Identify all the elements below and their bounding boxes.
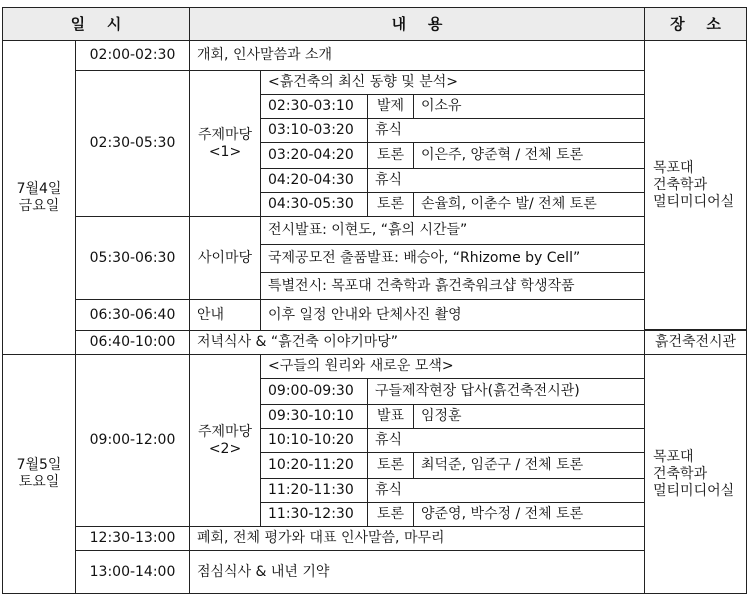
day2-place-line3: 멀티미디어실 bbox=[653, 482, 735, 499]
day1-place-line3: 멀티미디어실 bbox=[653, 193, 735, 210]
day1-row-time: 04:30-05:30 bbox=[260, 192, 368, 217]
day1-date-line1: 7월4일 bbox=[16, 180, 62, 197]
header-content: 내 용 bbox=[189, 7, 645, 41]
day1-opening-time: 02:00-02:30 bbox=[75, 40, 190, 71]
day1-row-type: 휴식 bbox=[367, 168, 645, 193]
day2-row-time: 10:20-11:20 bbox=[260, 452, 368, 479]
day2-session-title: <구들의 원리와 새로운 모색> bbox=[260, 354, 645, 379]
day1-place-line1: 목포대 bbox=[653, 159, 694, 176]
day2-date-line2: 토요일 bbox=[18, 474, 60, 490]
day2-row-type: 토론 bbox=[367, 452, 414, 479]
day1-row-type: 휴식 bbox=[367, 118, 645, 143]
day2-row-time: 09:30-10:10 bbox=[260, 404, 368, 429]
day2-place-line2: 건축학과 bbox=[653, 465, 708, 482]
day2-row-type: 토론 bbox=[367, 502, 414, 527]
day1-place-line2: 건축학과 bbox=[653, 176, 708, 193]
day2-closing-text: 폐회, 전체 평가와 대표 인사말씀, 마무리 bbox=[189, 526, 645, 551]
day1-saima-item: 국제공모전 출품발표: 배승아, “Rhizome by Cell” bbox=[260, 244, 645, 273]
day1-row-detail: 이소유 bbox=[413, 94, 645, 119]
header-date: 일 시 bbox=[2, 7, 190, 41]
day2-place-line1: 목포대 bbox=[653, 448, 694, 465]
day2-row-type: 발표 bbox=[367, 404, 414, 429]
day2-session-label bbox=[189, 354, 261, 527]
day2-row-time: 11:20-11:30 bbox=[260, 478, 368, 503]
day1-row-time: 02:30-03:10 bbox=[260, 94, 368, 119]
day1-session-label-line1: 주제마당 bbox=[197, 126, 253, 143]
day1-dinner-text: 저녁식사 & “흙건축 이야기마당” bbox=[189, 330, 645, 355]
day1-row-time: 03:10-03:20 bbox=[260, 118, 368, 143]
day1-session-label bbox=[189, 70, 261, 217]
day1-place bbox=[644, 40, 747, 330]
day2-row-detail: 최덕준, 임준구 / 전체 토론 bbox=[413, 452, 645, 479]
day2-row-time: 09:00-09:30 bbox=[260, 378, 368, 405]
day1-row-type: 발제 bbox=[367, 94, 414, 119]
day1-row-time: 03:20-04:20 bbox=[260, 142, 368, 169]
day1-dinner-time: 06:40-10:00 bbox=[75, 330, 190, 355]
day1-saima-item: 전시발표: 이현도, “흙의 시간들” bbox=[260, 216, 645, 245]
day1-saima-item: 특별전시: 목포대 건축학과 흙건축워크샵 학생작품 bbox=[260, 272, 645, 300]
day2-row-type: 휴식 bbox=[367, 428, 645, 453]
day1-session-label-line2: <1> bbox=[208, 143, 242, 160]
day2-closing-time: 12:30-13:00 bbox=[75, 526, 190, 551]
day2-session-label-line2: <2> bbox=[208, 440, 242, 457]
day1-row-type: 토론 bbox=[367, 142, 414, 169]
day1-saima-time: 05:30-06:30 bbox=[75, 216, 190, 300]
day2-row-detail: 구들제작현장 답사(흙건축전시관) bbox=[367, 378, 645, 405]
day2-lunch-text: 점심식사 & 내년 기약 bbox=[189, 550, 645, 594]
day1-notice-time: 06:30-06:40 bbox=[75, 299, 190, 331]
day1-session-title: <흙건축의 최신 동향 및 분석> bbox=[260, 70, 645, 95]
day1-row-time: 04:20-04:30 bbox=[260, 168, 368, 193]
day2-row-detail: 임정훈 bbox=[413, 404, 645, 429]
day1-row-detail: 이은주, 양준혁 / 전체 토론 bbox=[413, 142, 645, 169]
day2-date bbox=[2, 354, 76, 594]
day2-lunch-time: 13:00-14:00 bbox=[75, 550, 190, 594]
header-place: 장 소 bbox=[644, 7, 747, 41]
day2-session-time: 09:00-12:00 bbox=[75, 354, 190, 527]
day2-session-label-line1: 주제마당 bbox=[197, 423, 253, 440]
day1-row-detail: 손율희, 이춘수 발/ 전체 토론 bbox=[413, 192, 645, 217]
day1-notice-text: 이후 일정 안내와 단체사진 촬영 bbox=[260, 299, 645, 331]
day1-session-time: 02:30-05:30 bbox=[75, 70, 190, 217]
day2-date-line1: 7월5일 bbox=[16, 457, 62, 473]
day1-saima-label: 사이마당 bbox=[189, 216, 261, 300]
day2-row-type: 휴식 bbox=[367, 478, 645, 503]
day1-date bbox=[2, 40, 76, 355]
day2-place bbox=[644, 354, 747, 594]
day2-row-time: 10:10-10:20 bbox=[260, 428, 368, 453]
day1-opening-text: 개회, 인사말씀과 소개 bbox=[189, 40, 645, 71]
day1-dinner-place: 흙건축전시관 bbox=[644, 330, 747, 355]
day2-row-time: 11:30-12:30 bbox=[260, 502, 368, 527]
day2-row-detail: 양준영, 박수정 / 전체 토론 bbox=[413, 502, 645, 527]
day1-row-type: 토론 bbox=[367, 192, 414, 217]
day1-date-line2: 금요일 bbox=[18, 197, 60, 214]
day1-notice-label: 안내 bbox=[189, 299, 261, 331]
